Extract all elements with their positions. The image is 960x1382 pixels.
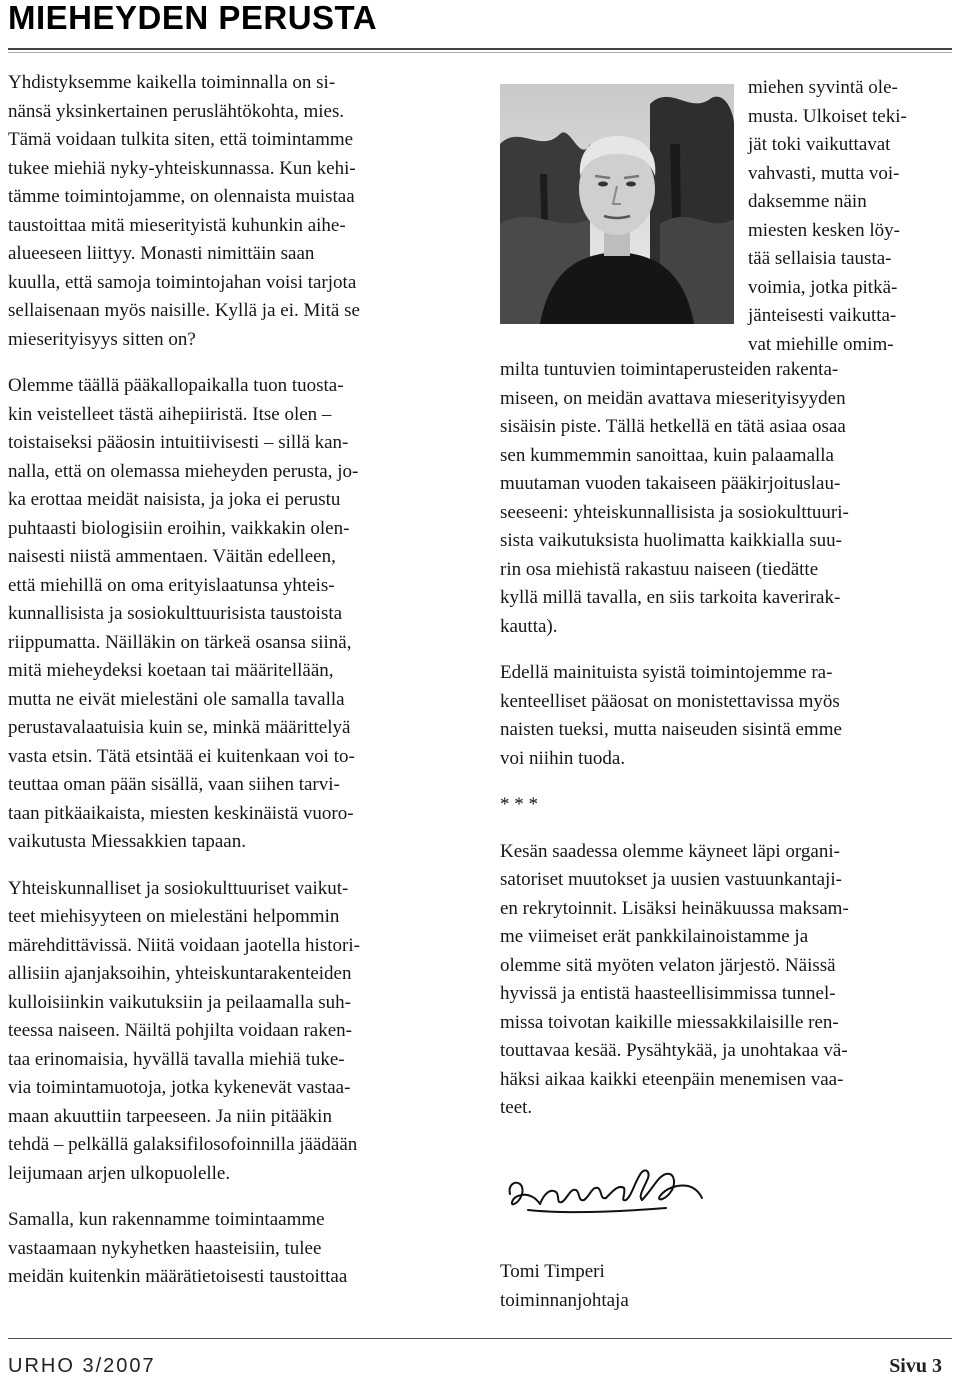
text-line: Samalla, kun rakennamme toimintaamme [8,1209,325,1230]
paragraph [8,372,458,857]
text-line: Kesän saadessa olemme käyneet läpi organi- [500,840,840,862]
text-line: musta. Ulkoiset teki- [748,105,907,127]
text-line: sista vaikutuksista huolimatta kaikkialla suu- [500,530,842,551]
text-line: kenteelliset pääosat on monistettavissa myös [500,690,840,712]
footer-divider [8,1338,952,1339]
paragraph [500,659,952,773]
text-line: miseen, on meidän avattava mieserityisyyden [500,387,846,409]
text-line: daksemme näin [748,191,867,212]
section-separator: * * * [500,794,538,815]
text-line: sen kummemmin sanoittaa, kuin palaamalla [500,444,834,466]
author-name: Tomi Timperi [500,1261,605,1282]
text-line: sellaisenaan myös naisille. Kyllä ja ei. Mitä se [8,300,360,321]
text-line: allisiin ajanjaksoihin, yhteiskuntarakenteiden [8,963,352,984]
text-line: seeseeni: yhteiskunnallisista ja sosiokulttuuri- [500,501,849,523]
text-line: miehen syvintä ole- [748,77,898,98]
text-line: mutta ne eivät mielestäni ole samalla tavalla [8,688,345,710]
text-line: Tämä voidaan tulkita siten, että toimintamme [8,129,354,150]
author-role: toiminnanjohtaja [500,1289,629,1311]
paragraph [8,69,458,354]
paragraph [8,875,458,1189]
text-line: taa erinomaisia, hyvällä tavalla miehiä tuke- [8,1048,345,1070]
page-title: MIEHEYDEN PERUSTA [8,0,378,36]
text-line: sisäisin piste. Tällä hetkellä en tätä asiaa osaa [500,416,846,437]
text-line: perustavalaatuisia kuin se, minkä määrittelyä [8,717,351,738]
text-line: märehdittävissä. Niitä voidaan jaotella histori- [8,934,360,956]
text-line: leijumaan arjen ulkopuolelle. [8,1162,231,1184]
text-line: toistaiseksi pääosin intuitiivisesti – sillä kan- [8,432,349,453]
text-line: vasta etsin. Tätä etsintää ei kuitenkaan voi to- [8,745,355,767]
text-line: mitä mieheydeksi koetaan tai määritellään, [8,660,334,681]
text-line: teessa naiseen. Näiltä pohjilta voidaan raken- [8,1020,352,1041]
text-line: me viimeiset erät pankkilainoistamme ja [500,926,809,947]
text-line: jät toki vaikuttavat [748,134,891,155]
text-line: voimia, jotka pitkä- [748,276,898,298]
text-line: Yhteiskunnalliset ja sosiokulttuuriset vaikut- [8,877,349,899]
text-line: kautta). [500,615,558,637]
text-line: puhtaasti biologisiin eroihin, vaikkakin olen- [8,517,350,539]
text-line: touttavaa kesää. Pysähtykää, ja unohtakaa vä- [500,1040,848,1061]
author-photo [500,84,734,324]
text-line: tää sellaisia tausta- [748,248,892,269]
text-line: Olemme täällä pääkallopaikalla tuon tuosta- [8,375,344,396]
paragraph [8,1206,458,1292]
text-line: naisten tueksi, mutta naiseuden sisintä emme [500,719,842,740]
text-line: kyllä millä tavalla, en siis tarkoita kaverirak- [500,587,841,608]
text-line: riippumatta. Näilläkin on tärkeä osansa siinä, [8,631,352,653]
author-photo-graphic [500,84,734,324]
text-line: vastaamaan nykyhetken haasteisiin, tulee [8,1237,322,1259]
text-line: vahvasti, mutta voi- [748,162,900,184]
text-line: vaikutusta Miessakkien tapaan. [8,831,246,852]
text-line: naisesti niistä ammentaen. Väitän edelleen, [8,546,336,567]
text-line: että miehillä on oma erityislaatunsa yhteis- [8,574,335,596]
right-column-top [748,74,960,359]
text-line: kin veistelleet tästä aihepiiristä. Itse olen – [8,403,332,425]
text-line: jänteisesti vaikutta- [748,305,897,326]
handwritten-signature [506,1158,704,1224]
text-line: häksi aikaa kaikki eteenpäin menemisen vaa- [500,1068,844,1090]
text-line: teet miehisyyteen on mielestäni helpommin [8,906,340,927]
text-line: tukee miehiä nyky-yhteiskunnassa. Kun kehi- [8,157,356,179]
text-line: muutaman vuoden takaiseen pääkirjoituslau- [500,473,841,494]
page-number: Sivu 3 [889,1355,942,1377]
text-line: kulloisiinkin vaikutuksiin ja peilaamalla suh- [8,991,352,1013]
text-line: rin osa miehistä rakastuu naiseen (tiedätte [500,558,819,580]
paragraph [500,838,952,1123]
author-signature-block [500,1258,800,1315]
text-line: mieserityisyys sitten on? [8,328,196,350]
issue-label: URHO 3/2007 [8,1355,156,1377]
text-line: Edellä mainituista syistä toimintojemme ra- [500,662,833,683]
text-line: missa toivotan kaikille miessakkilaisille ren- [500,1011,839,1033]
text-line: tämme toimintojamme, on olennaista muistaa [8,186,355,207]
text-line: taustoittaa mitä mieserityistä kuhunkin aihe- [8,214,346,236]
text-line: satoriset muutokset ja uusien vastuunkantaji- [500,869,842,890]
text-line: alueeseen liittyy. Monasti nimittäin saan [8,243,315,264]
text-line: en rekrytoinnit. Lisäksi heinäkuussa maksam- [500,897,849,919]
text-line: taan pitkäaikaista, miesten keskinäistä vuoro- [8,802,354,824]
text-line: tehdä – pelkällä galaksifilosofoinnilla jäädään [8,1134,358,1155]
text-line: nänsä yksinkertainen peruslähtökohta, mies. [8,100,345,122]
text-line: teet. [500,1097,533,1118]
title-divider [8,48,952,53]
text-line: nalla, että on olemassa mieheyden perusta, jo- [8,460,359,482]
text-line: olemme sitä myöten velaton järjestö. Näissä [500,954,836,976]
text-line: ka erottaa meidät naisista, ja joka ei perustu [8,489,341,510]
text-line: kuulla, että samoja toimintojahan voisi tarjota [8,271,357,293]
text-line: hyvissä ja entistä haasteellisimmissa tunnel- [500,983,836,1004]
text-line: kunnallisista ja sosiokulttuurisista taustoista [8,603,343,624]
text-line: teuttaa oman pään sisällä, vaan siihen tarvi- [8,774,340,795]
text-line: voi niihin tuoda. [500,747,626,769]
left-column [8,69,458,1292]
text-line: Yhdistyksemme kaikella toiminnalla on si- [8,72,336,93]
text-line: maan akuuttiin tarpeeseen. Ja niin pitääkin [8,1105,332,1127]
text-line: meidän kuitenkin määrätietoisesti taustoittaa [8,1266,348,1287]
text-line: vat miehille omim- [748,333,894,355]
right-column [500,356,952,1123]
paragraph [500,356,952,641]
text-line: milta tuntuvien toimintaperusteiden rakenta- [500,359,839,380]
text-line: via toimintamuotoja, jotka kykenevät vastaa- [8,1077,351,1098]
text-line: miesten kesken löy- [748,219,900,241]
